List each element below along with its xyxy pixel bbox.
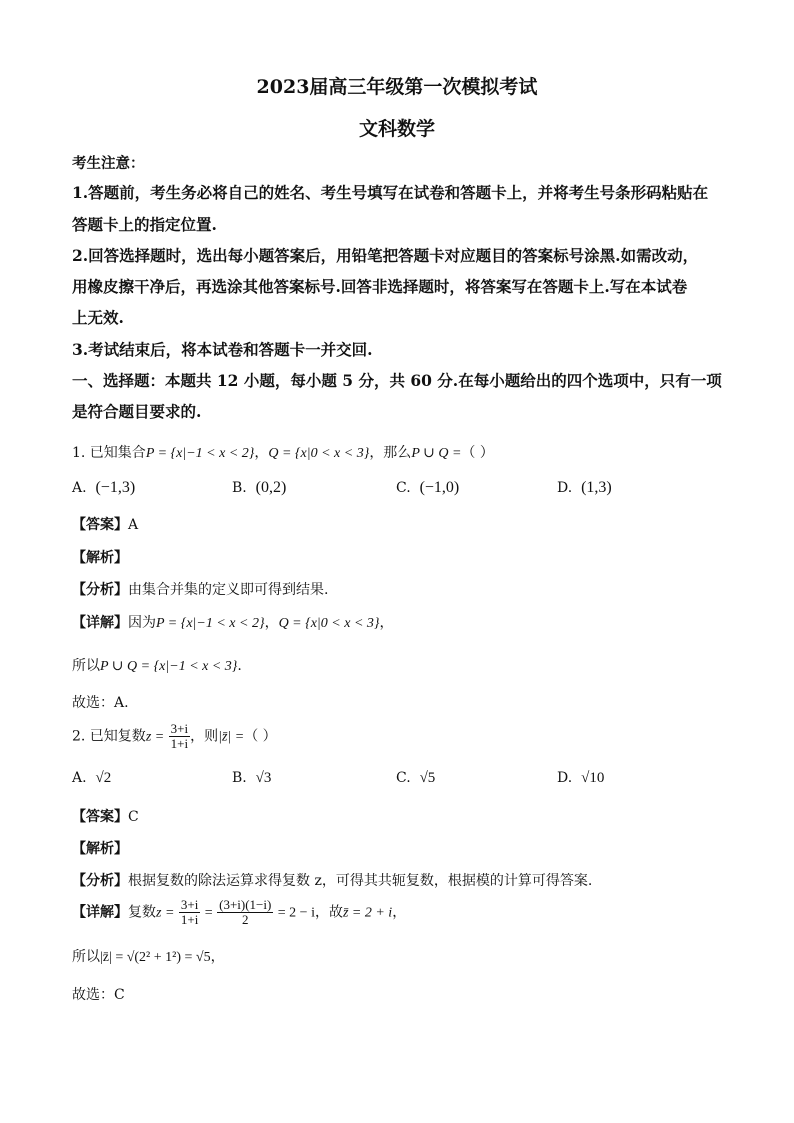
section1-line2: 是符合题目要求的. xyxy=(72,402,202,421)
q2-option-d: D. √10 xyxy=(557,770,605,786)
section1-line1: 一、选择题：本题共 12 小题，每小题 5 分，共 60 分.在每小题给出的四个选项中，只有一项 xyxy=(72,371,722,390)
q2-stem xyxy=(72,722,277,751)
notice-item2-line1: 2.回答选择题时，选出每小题答案后，用铅笔把答题卡对应题目的答案标号涂黑.如需改动， xyxy=(72,246,699,265)
q2-prefix: 2. 已知复数 xyxy=(72,728,146,745)
notice-heading: 考生注意： xyxy=(72,155,145,172)
q2-option-b: B. √3 xyxy=(232,770,272,786)
exam-title: 2023届高三年级第一次模拟考试 xyxy=(256,76,538,98)
q2-conclusion: 所以|z̄| = √(2² + 1²) = √5， xyxy=(72,949,225,965)
q2-abs: |z̄| = xyxy=(218,729,245,745)
q1-option-d: D. (1,3) xyxy=(557,479,612,496)
q1-stem xyxy=(72,442,494,462)
q1-sep: ， xyxy=(254,445,269,461)
q1-answer: 【答案】A xyxy=(72,517,139,533)
q2-fenxi: 【分析】根据复数的除法运算求得复数 z，可得其共轭复数，根据模的计算可得答案. xyxy=(72,873,593,889)
q1-analysis-label: 【解析】 xyxy=(72,550,128,566)
q2-blank: （ ） xyxy=(244,728,277,745)
q1-fenxi: 【分析】由集合并集的定义即可得到结果. xyxy=(72,582,329,598)
notice-item1-line2: 答题卡上的指定位置. xyxy=(72,215,217,234)
q1-set-q: Q = {x|0 < x < 3} xyxy=(268,446,370,461)
q2-option-c: C. √5 xyxy=(396,770,436,786)
q2-answer: 【答案】C xyxy=(72,809,139,825)
q2-choose: 故选：C xyxy=(72,987,125,1003)
q1-suffix: ，那么 xyxy=(369,445,412,461)
notice-item1-line1: 1.答题前，考生务必将自己的姓名、考生号填写在试卷和答题卡上，并将考生号条形码粘贴在 xyxy=(72,183,709,202)
notice-item3: 3.考试结束后，将本试卷和答题卡一并交回. xyxy=(72,340,373,359)
q2-detail-fraction-1: $\frac{3+i}{1+i}$ xyxy=(180,897,199,927)
q1-prefix: 1. 已知集合 xyxy=(72,445,146,461)
q2-fraction: $\frac{3+i}{1+i}$ xyxy=(170,721,189,751)
q1-option-c: C. (−1,0) xyxy=(396,479,460,496)
q1-detail: 【详解】因为P = {x|−1 < x < 2}，Q = {x|0 < x < 3}， xyxy=(72,615,394,631)
q2-then: ，则 xyxy=(190,728,219,745)
q1-blank: （ ） xyxy=(461,445,494,461)
q2-detail-fraction-2: $\frac{(3+i)(1-i)}{2}$ xyxy=(219,897,272,927)
q1-conclusion: 所以P ∪ Q = {x|−1 < x < 3}. xyxy=(72,658,242,674)
q1-option-b: B. (0,2) xyxy=(232,479,287,496)
q2-z: z = xyxy=(145,729,165,745)
q1-option-a: A. (−1,3) xyxy=(72,479,136,496)
notice-item2-line3: 上无效. xyxy=(72,308,124,327)
q1-choose: 故选：A. xyxy=(72,695,129,711)
q2-detail: 【详解】复数z = $\frac{3+i}{1+i}$ = $\frac{(3+i)(1-i)}{2}$ = 2 − i，故z̄ = 2 + i， xyxy=(72,897,407,927)
exam-subject: 文科数学 xyxy=(358,118,435,140)
q1-expr: P ∪ Q = xyxy=(411,446,462,461)
notice-item2-line2: 用橡皮擦干净后，再选涂其他答案标号.回答非选择题时，将答案写在答题卡上.写在本试卷 xyxy=(72,277,688,296)
q2-analysis-label: 【解析】 xyxy=(72,841,128,857)
q2-option-a: A. √2 xyxy=(72,770,112,786)
q1-set-p: P = {x|−1 < x < 2} xyxy=(145,446,255,461)
